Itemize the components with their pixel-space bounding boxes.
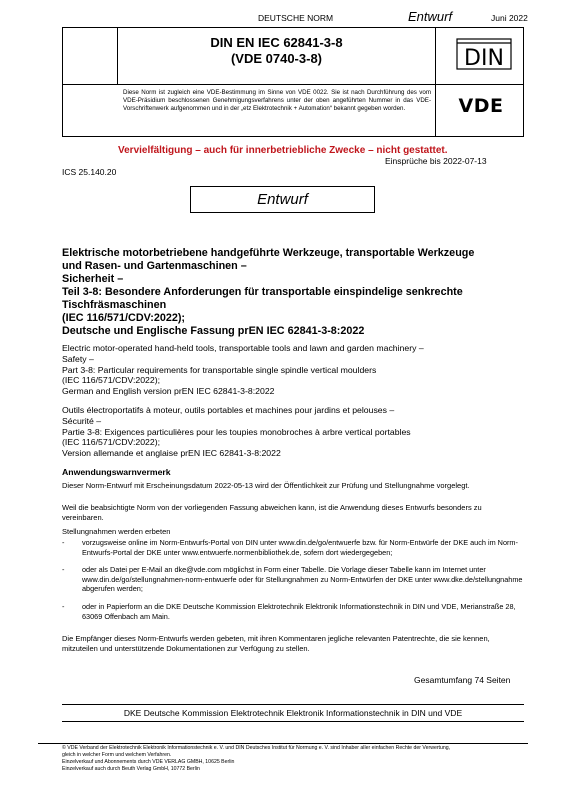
issue-date: Juni 2022 — [491, 13, 528, 23]
list-item-text: oder als Datei per E-Mail an dke@vde.com möglichst in Form einer Tabelle. Die Vorlage dieser Tabelle kann im Internet unter www.din.de/go/stellungnahmen-norm-entwuerfe oder für Stellungnahmen zu Norm-Entwürfen der DKE unter www.dke.de/stellungnahme abgerufen werden; — [82, 565, 523, 594]
title-german-line: Elektrische motorbetriebene handgeführte Werkzeuge, transportable Werkzeuge — [62, 247, 475, 259]
title-german-line: Sicherheit – — [62, 273, 124, 285]
norm-label: DEUTSCHE NORM — [258, 13, 334, 23]
title-french — [62, 405, 524, 459]
list-item-text: oder in Papierform an die DKE Deutsche Kommission Elektrotechnik Elektronik Informationstechnik in DIN und VDE, Merianstraße 28, 63069 Offenbach am Main. — [82, 601, 516, 621]
notice-paragraph-1: Dieser Norm-Entwurf mit Erscheinungsdatum 2022-05-13 wird der Öffentlichkeit zur Prüfung und Stellungnahme vorgelegt. — [62, 481, 470, 490]
list-item — [62, 565, 524, 594]
vde-logo-icon: VDE — [458, 95, 504, 117]
bullet-dash: - — [62, 538, 65, 547]
title-block-left-cell — [62, 27, 118, 84]
notice-paragraph-3: Stellungnahmen werden erbeten — [62, 527, 171, 536]
title-english-line: (IEC 116/571/CDV:2022); — [62, 375, 161, 386]
footer-line: Einzelverkauf und Abonnements durch VDE VERLAG GMBH, 10625 Berlin — [62, 759, 235, 765]
footer-line: Einzelverkauf auch durch Beuth Verlag GmbH, 10772 Berlin — [62, 766, 200, 772]
comment-methods-list — [62, 538, 524, 629]
title-block-divider-horizontal — [62, 84, 524, 85]
notice-paragraph-2: Weil die beabsichtigte Norm von der vorliegenden Fassung abweichen kann, ist die Anwendung dieses Entwurfs besonders zu vereinbaren. — [62, 503, 482, 522]
objections-deadline: Einsprüche bis 2022-07-13 — [385, 156, 487, 166]
vde-statement: Diese Norm ist zugleich eine VDE-Bestimmung im Sinne von VDE 0022. Sie ist nach Durchführung des vom VDE-Präsidium beschlossenen Genehmigungsverfahrens unter der oben angeführten Nummer in das VDE-Vorschriftenwerk aufgenommen und in der „etz Elektrotechnik + Automation“ bekannt gegeben worden. — [123, 89, 431, 113]
ics-code: ICS 25.140.20 — [62, 167, 117, 177]
title-german-line: Teil 3-8: Besondere Anforderungen für transportable einspindelige senkrechte — [62, 286, 463, 298]
dke-committee: DKE Deutsche Kommission Elektrotechnik Elektronik Informationstechnik in DIN und VDE — [123, 708, 463, 718]
din-logo-icon — [456, 38, 512, 70]
footer-line: gleich in welcher Form und welchem Verfahren. — [62, 752, 172, 758]
document-number — [118, 35, 435, 67]
title-german-line: Tischfräsmaschinen — [62, 299, 167, 311]
reproduction-notice: Vervielfältigung – auch für innerbetriebliche Zwecke – nicht gestattet. — [118, 145, 448, 156]
title-german-line: Deutsche und Englische Fassung prEN IEC 62841-3-8:2022 — [62, 325, 365, 337]
title-german-line: (IEC 116/571/CDV:2022); — [62, 312, 186, 324]
title-french-line: Version allemande et anglaise prEN IEC 62841-3-8:2022 — [62, 448, 281, 459]
bullet-dash: - — [62, 601, 65, 611]
list-item — [62, 602, 524, 621]
title-french-line: Sécurité – — [62, 415, 102, 426]
notice-heading: Anwendungswarnvermerk — [62, 467, 171, 477]
title-english-line: Part 3-8: Particular requirements for transportable single spindle vertical moulders — [62, 364, 377, 375]
title-english-line: Safety – — [62, 353, 94, 364]
din-logo-text: DIN — [464, 46, 504, 70]
title-french-line: (IEC 116/571/CDV:2022); — [62, 437, 161, 448]
footer-divider — [38, 743, 528, 744]
document-number-line1: DIN EN IEC 62841-3-8 — [210, 35, 343, 50]
title-german — [62, 247, 524, 338]
bullet-dash: - — [62, 565, 65, 575]
list-item — [62, 538, 524, 557]
notice-paragraph-4: Die Empfänger dieses Norm-Entwurfs werden gebeten, mit ihren Kommentaren jegliche relevanten Patentrechte, die sie kennen, mitzuteilen und unterstützende Dokumentationen zur Verfügung zu stellen. — [62, 634, 490, 653]
footer-line: © VDE Verband der Elektrotechnik Elektronik Informationstechnik e. V. und DIN Deutsches Institut für Normung e. V. sind Inhaber aller einfachen Rechte der Verwertung, — [62, 745, 451, 751]
document-number-line2: (VDE 0740-3-8) — [230, 51, 323, 66]
title-german-line: und Rasen- und Gartenmaschinen – — [62, 260, 247, 272]
draft-box: Entwurf — [190, 186, 375, 213]
title-block-divider-vertical — [435, 27, 436, 137]
title-french-line: Partie 3-8: Exigences particulières pour les toupies monobroches à arbre vertical portables — [62, 426, 411, 437]
title-english — [62, 343, 524, 397]
copyright-footer — [62, 745, 524, 773]
list-item-text: vorzugsweise online im Norm-Entwurfs-Portal von DIN unter www.din.de/go/entwuerfe bzw. für Norm-Entwürfe der DKE auch im Norm-Entwurfs-Portal der DKE unter www.entwuerfe.normenbibliothek.de, sofern dort wiedergegeben; — [82, 538, 518, 557]
title-english-line: Electric motor-operated hand-held tools, transportable tools and lawn and garden machinery – — [62, 343, 424, 353]
title-french-line: Outils électroportatifs à moteur, outils portables et machines pour jardins et pelouses – — [62, 405, 395, 415]
divider — [62, 721, 524, 722]
divider — [62, 704, 524, 705]
total-pages: Gesamtumfang 74 Seiten — [414, 675, 511, 685]
draft-label: Entwurf — [408, 9, 453, 24]
title-english-line: German and English version prEN IEC 62841-3-8:2022 — [62, 386, 275, 397]
